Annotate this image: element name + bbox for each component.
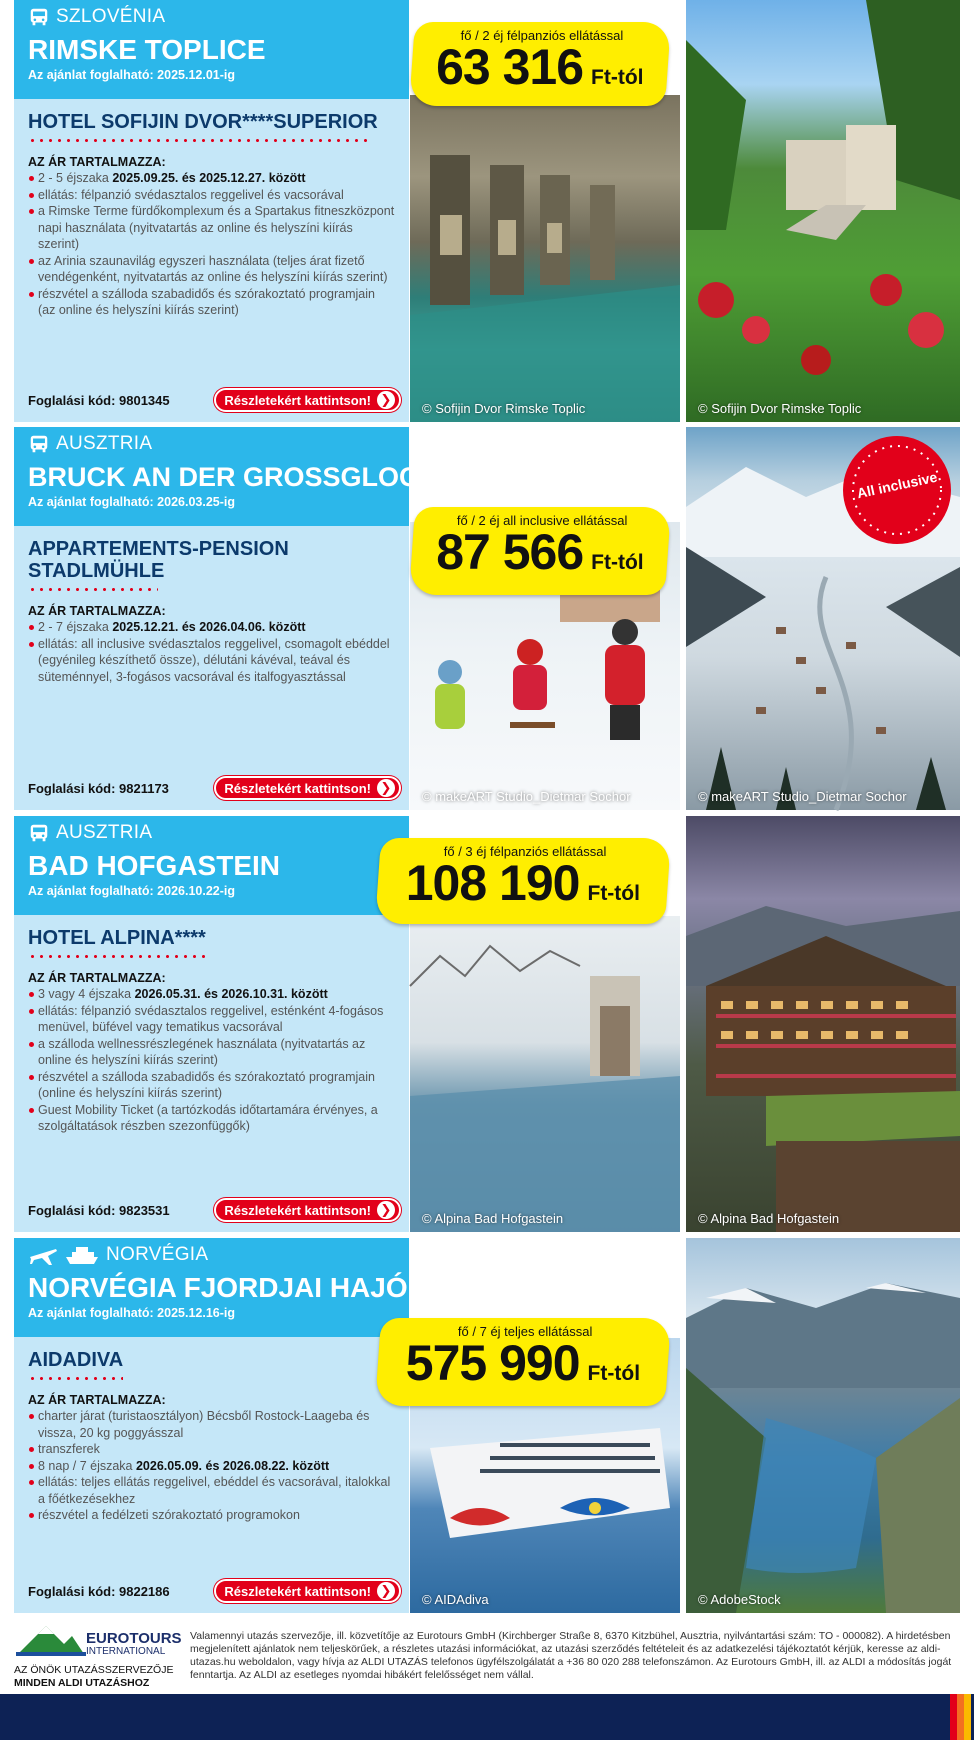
destination-title: NORVÉGIA FJORDJAI HAJÓÚT (28, 1272, 445, 1303)
details-button[interactable]: Részletekért kattintson! ❯ (214, 1579, 401, 1603)
ship-icon (64, 1243, 100, 1267)
logo-name: EUROTOURS (86, 1630, 182, 1647)
list-item: Guest Mobility Ticket (a tartózkodás időtartamára érvényes, a szolgáltatások részben szezonfüggők) (28, 1102, 395, 1135)
badge-text: All inclusive (855, 468, 939, 502)
hotel-name: HOTEL ALPINA**** (28, 927, 206, 949)
eurotours-logo (14, 1620, 182, 1689)
price-tag (409, 507, 671, 595)
hotel-name: HOTEL SOFIJIN DVOR****SUPERIOR (28, 111, 378, 133)
price-value: 87 566 (436, 524, 584, 580)
availability-text: Az ajánlat foglalható: 2026.03.25-ig (28, 495, 236, 509)
hotel-garden-illustration (686, 0, 960, 422)
price-value: 575 990 (405, 1335, 580, 1391)
bus-icon (28, 6, 50, 28)
price-label: fő / 3 éj félpanziós ellátással (443, 844, 607, 859)
photo-credit: © AIDAdiva (422, 1592, 489, 1607)
offer-card (14, 0, 960, 422)
tagline-line2: MINDEN ALDI UTAZÁSHOZ (14, 1677, 150, 1689)
list-item: 2 - 7 éjszaka 2025.12.21. és 2026.04.06. között (28, 619, 395, 636)
offer-footer (28, 1198, 401, 1222)
arrow-right-icon: ❯ (377, 779, 395, 797)
offer-body (14, 526, 409, 685)
offer-footer (28, 776, 401, 800)
hotel-name: AIDADIVA (28, 1349, 124, 1371)
photo-credit: © Alpina Bad Hofgastein (422, 1211, 564, 1226)
airplane-icon (28, 1243, 58, 1267)
price-label: fő / 7 éj teljes ellátással (457, 1324, 593, 1339)
pool-illustration (410, 95, 680, 422)
booking-code: Foglalási kód: 9822186 (28, 1583, 170, 1599)
availability-text: Az ajánlat foglalható: 2025.12.01-ig (28, 68, 236, 82)
offer-info-panel (14, 0, 409, 422)
availability-text: Az ajánlat foglalható: 2025.12.16-ig (28, 1306, 236, 1320)
photo-fjord (686, 1238, 960, 1613)
offer-header (14, 1238, 445, 1337)
bus-icon (28, 822, 50, 844)
photo-pool (410, 95, 680, 422)
list-item: 2 - 5 éjszaka 2025.09.25. és 2025.12.27. között (28, 170, 395, 187)
photo-credit: © makeART Studio_Dietmar Sochor (698, 789, 907, 804)
offer-country (28, 431, 395, 457)
offer-card (14, 816, 960, 1232)
list-item: transzferek (28, 1441, 395, 1458)
dotted-divider (28, 955, 208, 958)
price-unit: Ft-tól (587, 1362, 641, 1385)
brand-stripes (950, 1694, 974, 1740)
availability-text: Az ajánlat foglalható: 2026.10.22-ig (28, 884, 236, 898)
country-label: AUSZTRIA (56, 822, 153, 843)
destination-title: BAD HOFGASTEIN (28, 850, 280, 881)
list-item: charter járat (turistaosztályon) Bécsből Rostock-Laageba és vissza, 20 kg poggyásszal (28, 1408, 395, 1441)
tagline-line1: AZ ÖNÖK UTAZÁSSZERVEZŐJE (14, 1664, 174, 1676)
includes-list (28, 619, 395, 685)
legal-text: Valamennyi utazás szervezője, ill. közvetítője az Eurotours GmbH (Kirchberger Straße 8, 6370 Kitzbühel, Ausztria, nyilvántartási szám: TO - 000082). A hirdetésben megjelenített ajánlatok nem teljeskörűek, a részletes utazási információkat, az utazási szerződés feltételeit és az adatkezelési tájékoztatót kérjük, keresse az aldi-utazas.hu weboldalon, vagy hívja az ALDI UTAZÁS telefonos ügyfélszolgálatát a +36 80 020 288 telefonszámon. Az Eurotours GmbH, ill. az ALDI a módosítás jogát fenntartja. Az ALDI az esetleges nyomdai hibákért felelősséget nem vállal. (190, 1630, 952, 1681)
offer-body (14, 915, 409, 1135)
photo-hotel (686, 816, 960, 1232)
photo-landscape (686, 0, 960, 422)
price-label: fő / 2 éj all inclusive ellátással (456, 513, 628, 528)
wellness-pool-illustration (410, 916, 680, 1232)
country-label: NORVÉGIA (106, 1244, 209, 1265)
price-tag (375, 1318, 671, 1406)
list-item: 3 vagy 4 éjszaka 2026.05.31. és 2026.10.31. között (28, 986, 395, 1003)
dotted-divider (28, 588, 158, 591)
list-item: 8 nap / 7 éjszaka 2026.05.09. és 2026.08.22. között (28, 1458, 395, 1475)
price-value: 63 316 (436, 39, 584, 95)
dotted-divider (28, 139, 368, 142)
list-item: ellátás: félpanzió svédasztalos reggelivel és vacsorával (28, 187, 395, 204)
offer-header (14, 816, 409, 915)
includes-heading: AZ ÁR TARTALMAZZA: (28, 971, 166, 985)
page-footer (0, 1614, 974, 1694)
offer-country (28, 1242, 395, 1268)
includes-heading: AZ ÁR TARTALMAZZA: (28, 155, 166, 169)
details-button[interactable]: Részletekért kattintson! ❯ (214, 388, 401, 412)
list-item: részvétel a szálloda szabadidős és szórakoztató programjain (online és helyszíni kiírás szerint) (28, 1069, 395, 1102)
offer-card (14, 427, 960, 810)
hotel-name: APPARTEMENTS-PENSION (28, 538, 289, 560)
price-tag (409, 22, 671, 106)
destination-title: BRUCK AN DER GROSSGLOCKNERSTRASSE (28, 462, 623, 492)
bottom-brand-bar (0, 1694, 974, 1740)
details-button[interactable]: Részletekért kattintson! ❯ (214, 1198, 401, 1222)
list-item: ellátás: teljes ellátás reggelivel, ebéddel és vacsorával, italokkal a főétkezésekhez (28, 1474, 395, 1507)
offer-footer (28, 1579, 401, 1603)
offer-body (14, 99, 409, 319)
offer-info-panel (14, 816, 409, 1232)
price-unit: Ft-tól (591, 551, 644, 574)
price-unit: Ft-tól (587, 882, 640, 905)
price-unit: Ft-tól (591, 66, 644, 89)
offer-card (14, 1238, 960, 1613)
photo-credit: © makeART Studio_Dietmar Sochor (422, 789, 631, 804)
list-item: ellátás: félpanzió svédasztalos reggelivel, esténként 4-fogásos menüvel, büfével vagy tematikus vacsorával (28, 1003, 395, 1036)
photo-wellness (410, 916, 680, 1232)
photo-credit: © AdobeStock (698, 1592, 781, 1607)
arrow-right-icon: ❯ (377, 1201, 395, 1219)
fjord-illustration (686, 1238, 960, 1613)
details-button[interactable]: Részletekért kattintson! ❯ (214, 776, 401, 800)
includes-heading: AZ ÁR TARTALMAZZA: (28, 1393, 166, 1407)
hotel-name-line2: STADLMÜHLE (28, 560, 165, 582)
photo-valley (686, 427, 960, 810)
booking-code: Foglalási kód: 9823531 (28, 1202, 170, 1218)
photo-credit: © Alpina Bad Hofgastein (698, 1211, 840, 1226)
bus-icon (28, 433, 50, 455)
offer-header (14, 0, 409, 99)
offer-body (14, 1337, 409, 1524)
offer-country (28, 4, 395, 30)
price-tag (375, 838, 671, 924)
arrow-right-icon: ❯ (377, 1582, 395, 1600)
country-label: SZLOVÉNIA (56, 6, 166, 27)
dotted-divider (28, 1377, 123, 1380)
list-item: ellátás: all inclusive svédasztalos reggelivel, csomagolt ebéddel (egyénileg készíthető össze), délutáni kávéval, teával és süteménnyel, 3-fogásos vacsorával és italfogyasztással (28, 636, 395, 686)
list-item: részvétel a szálloda szabadidős és szórakoztató programjain (az online és helyszíni kiírás szerint) (28, 286, 395, 319)
list-item: az Arinia szaunavilág egyszeri használata (teljes árat fizető vendégenként, nyitvatartás az online és helyszíni kiírás szerint) (28, 253, 395, 286)
offer-country (28, 820, 395, 846)
includes-list (28, 986, 395, 1135)
offer-info-panel (14, 1238, 445, 1613)
price-value: 108 190 (405, 855, 580, 911)
booking-code: Foglalási kód: 9821173 (28, 780, 169, 796)
includes-heading: AZ ÁR TARTALMAZZA: (28, 604, 166, 618)
arrow-right-icon: ❯ (377, 391, 395, 409)
list-item: a Rimske Terme fürdőkomplexum és a Spartakus fitneszközpont napi használata (nyitvatartás az online és helyszíni kiírás szerint) (28, 203, 395, 253)
destination-title: RIMSKE TOPLICE (28, 34, 266, 65)
country-label: AUSZTRIA (56, 433, 153, 454)
booking-code: Foglalási kód: 9801345 (28, 392, 170, 408)
mountain-logo-icon (16, 1622, 86, 1656)
offer-footer (28, 388, 401, 412)
logo-subname: INTERNATIONAL (86, 1646, 166, 1657)
list-item: részvétel a fedélzeti szórakoztató programokon (28, 1507, 395, 1524)
hotel-alpina-illustration (686, 816, 960, 1232)
all-inclusive-badge (842, 435, 952, 545)
list-item: a szálloda wellnessrészlegének használata (nyitvatartás az online és helyszíni kiírás szerint) (28, 1036, 395, 1069)
includes-list (28, 170, 395, 319)
photo-credit: © Sofijin Dvor Rimske Toplic (698, 401, 862, 416)
price-label: fő / 2 éj félpanziós ellátással (460, 28, 624, 43)
photo-credit: © Sofijin Dvor Rimske Toplic (422, 401, 586, 416)
includes-list (28, 1408, 395, 1524)
